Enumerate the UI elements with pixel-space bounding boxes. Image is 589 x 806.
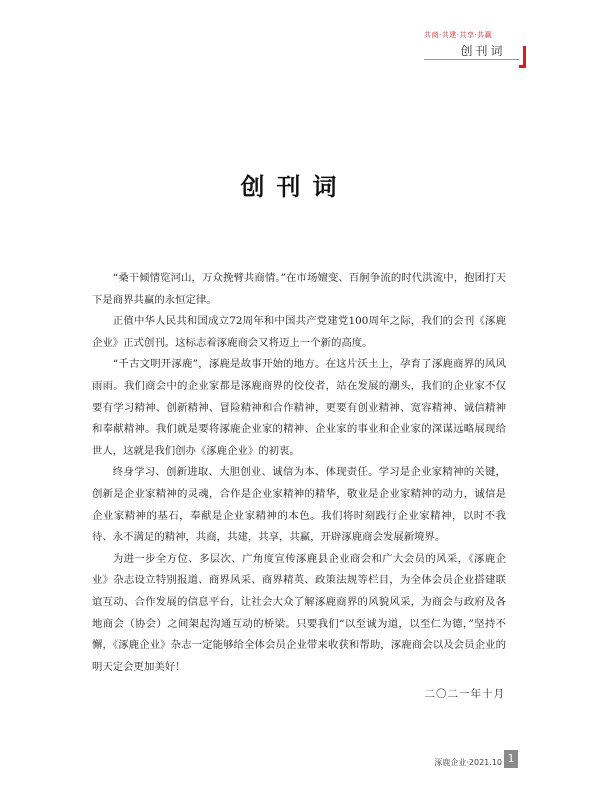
footer-publication: 涿鹿企业·2021.10: [434, 758, 502, 767]
page-number: 1: [504, 750, 518, 768]
paragraph-2: 正值中华人民共和国成立72周年和中国共产党建党100周年之际，我们的会刊《涿鹿企业》正式创刊。这标志着涿鹿商会又将迈上一个新的高度。: [92, 315, 506, 349]
page-title: 创刊词: [240, 173, 349, 201]
header-divider: [424, 59, 519, 60]
header-red-bracket: [519, 46, 526, 68]
paragraph-1: “桑干倾情览河山，万众挽臂共商情。”在市场嬗变、百舸争流的时代洪流中，抱团打天下是商界共赢的永恒定律。: [92, 272, 506, 306]
paragraph-4: 终身学习、创新进取、大胆创业、诚信为本、体现责任。学习是企业家精神的关键，创新是企业家精神的灵魂，合作是企业家精神的精华，敬业是企业家精神的动力，诚信是企业家精神的基石，奉献是企业家精神的本色。我们将时刻践行企业家精神，以时不我待、永不满足的精神，共商，共建，共享，共赢，开辟涿鹿商会发展新境界。: [92, 466, 506, 544]
article-body: [92, 268, 506, 678]
paragraph-3: “千古文明开涿鹿”，涿鹿是故事开始的地方。在这片沃土上，孕育了涿鹿商界的风风雨雨。我们商会中的企业家都是涿鹿商界的佼佼者，站在发展的潮头，我们的企业家不仅要有学习精神、创新精神、冒险精神和合作精神，更要有创业精神、宽容精神、诚信精神和奉献精神。我们就是要将涿鹿企业家的精神、企业家的事业和企业家的深谋远略展现给世人，这就是我们创办《涿鹿企业》的初衷。: [92, 358, 506, 457]
signature-date: 二〇二一年十月: [424, 688, 505, 700]
paragraph-5: 为进一步全方位、多层次、广角度宣传涿鹿县企业商会和广大会员的风采，《涿鹿企业》杂志设立特别报道、商界风采、商界精英、政策法规等栏目，为全体会员企业搭建联谊互动、合作发展的信息平台，让社会大众了解涿鹿商界的风貌风采，为商会与政府及各地商会（协会）之间架起沟通互动的桥梁。只要我们“以至诚为道，以至仁为德，”坚持不懈，《涿鹿企业》杂志一定能够给全体会员企业带来收获和帮助，涿鹿商会以及会员企业的明天定会更加美好！: [92, 552, 506, 673]
header-section-title: 创刊词: [460, 44, 506, 58]
header-slogan: 共商·共建·共享·共赢: [424, 31, 493, 39]
